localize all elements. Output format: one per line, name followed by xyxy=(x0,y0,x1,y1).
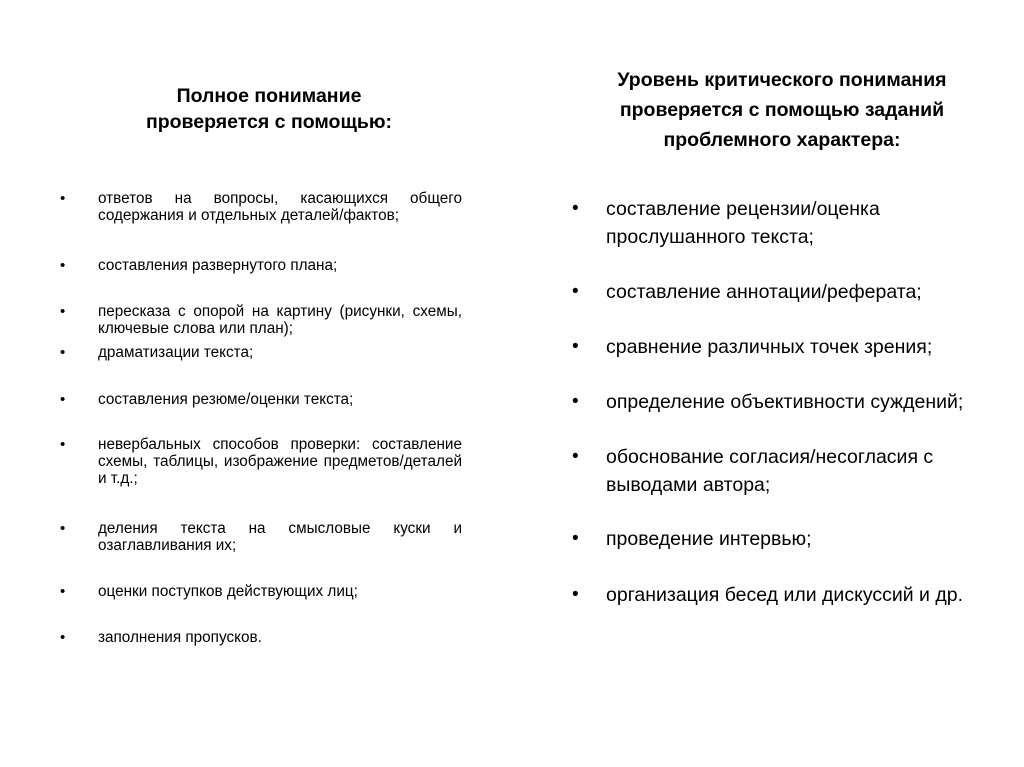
bullet: • xyxy=(60,629,66,646)
bullet: • xyxy=(572,281,579,302)
bullet: • xyxy=(60,391,66,408)
list-item-text: определение объективности суждений; xyxy=(606,391,964,413)
left-heading xyxy=(60,83,478,135)
list-item xyxy=(572,333,1002,361)
list-item xyxy=(60,629,462,646)
list-item-text: проведение интервью; xyxy=(606,528,812,550)
list-item xyxy=(60,391,462,408)
bullet: • xyxy=(572,528,579,549)
bullet: • xyxy=(572,391,579,412)
list-item-text: составление рецензии/оценка прослушанного текста; xyxy=(606,198,880,248)
list-item-text: драматизации текста; xyxy=(98,344,254,361)
bullet: • xyxy=(60,303,66,320)
bullet: • xyxy=(572,336,579,357)
bullet: • xyxy=(60,190,66,207)
right-heading xyxy=(572,65,992,155)
list-item xyxy=(60,303,462,337)
bullet: • xyxy=(60,436,66,453)
left-heading-line: проверяется с помощью: xyxy=(145,111,393,133)
list-item xyxy=(60,344,462,361)
bullet: • xyxy=(60,520,66,537)
list-item-text: обоснование согласия/несогласия с выводами автора; xyxy=(606,446,934,496)
list-item-text: пересказа с опорой на картину (рисунки, схемы, ключевые слова или план); xyxy=(98,303,462,337)
list-item xyxy=(572,195,1002,251)
list-item-text: сравнение различных точек зрения; xyxy=(606,336,933,358)
right-heading-line: Уровень критического понимания xyxy=(617,69,947,91)
bullet: • xyxy=(60,344,66,361)
list-item-text: составления развернутого плана; xyxy=(98,257,338,274)
bullet: • xyxy=(572,584,579,605)
list-item-text: ответов на вопросы, касающихся общего содержания и отдельных деталей/фактов; xyxy=(98,190,462,224)
list-item-text: деления текста на смысловые куски и озаглавливания их; xyxy=(98,520,462,554)
list-item xyxy=(572,525,1002,553)
list-item xyxy=(572,443,1002,499)
list-item-text: оценки поступков действующих лиц; xyxy=(98,583,358,600)
left-heading-line: Полное понимание xyxy=(176,85,362,107)
list-item-text: невербальных способов проверки: составление схемы, таблицы, изображение предметов/деталей и т.д.; xyxy=(98,436,462,487)
list-item xyxy=(60,583,462,600)
list-item xyxy=(60,190,462,224)
list-item xyxy=(60,520,462,554)
bullet: • xyxy=(60,257,66,274)
right-heading-line: проверяется с помощью заданий xyxy=(619,99,945,121)
list-item-text: составление аннотации/реферата; xyxy=(606,281,922,303)
list-item xyxy=(572,581,1002,609)
list-item xyxy=(572,388,1002,416)
bullet: • xyxy=(572,198,579,219)
list-item xyxy=(572,278,1002,306)
list-item-text: составления резюме/оценки текста; xyxy=(98,391,354,408)
right-heading-line: проблемного характера: xyxy=(663,129,901,151)
list-item xyxy=(60,436,462,487)
list-item-text: заполнения пропусков. xyxy=(98,629,262,646)
list-item xyxy=(60,257,462,274)
bullet: • xyxy=(572,446,579,467)
list-item-text: организация бесед или дискуссий и др. xyxy=(606,584,963,606)
bullet: • xyxy=(60,583,66,600)
